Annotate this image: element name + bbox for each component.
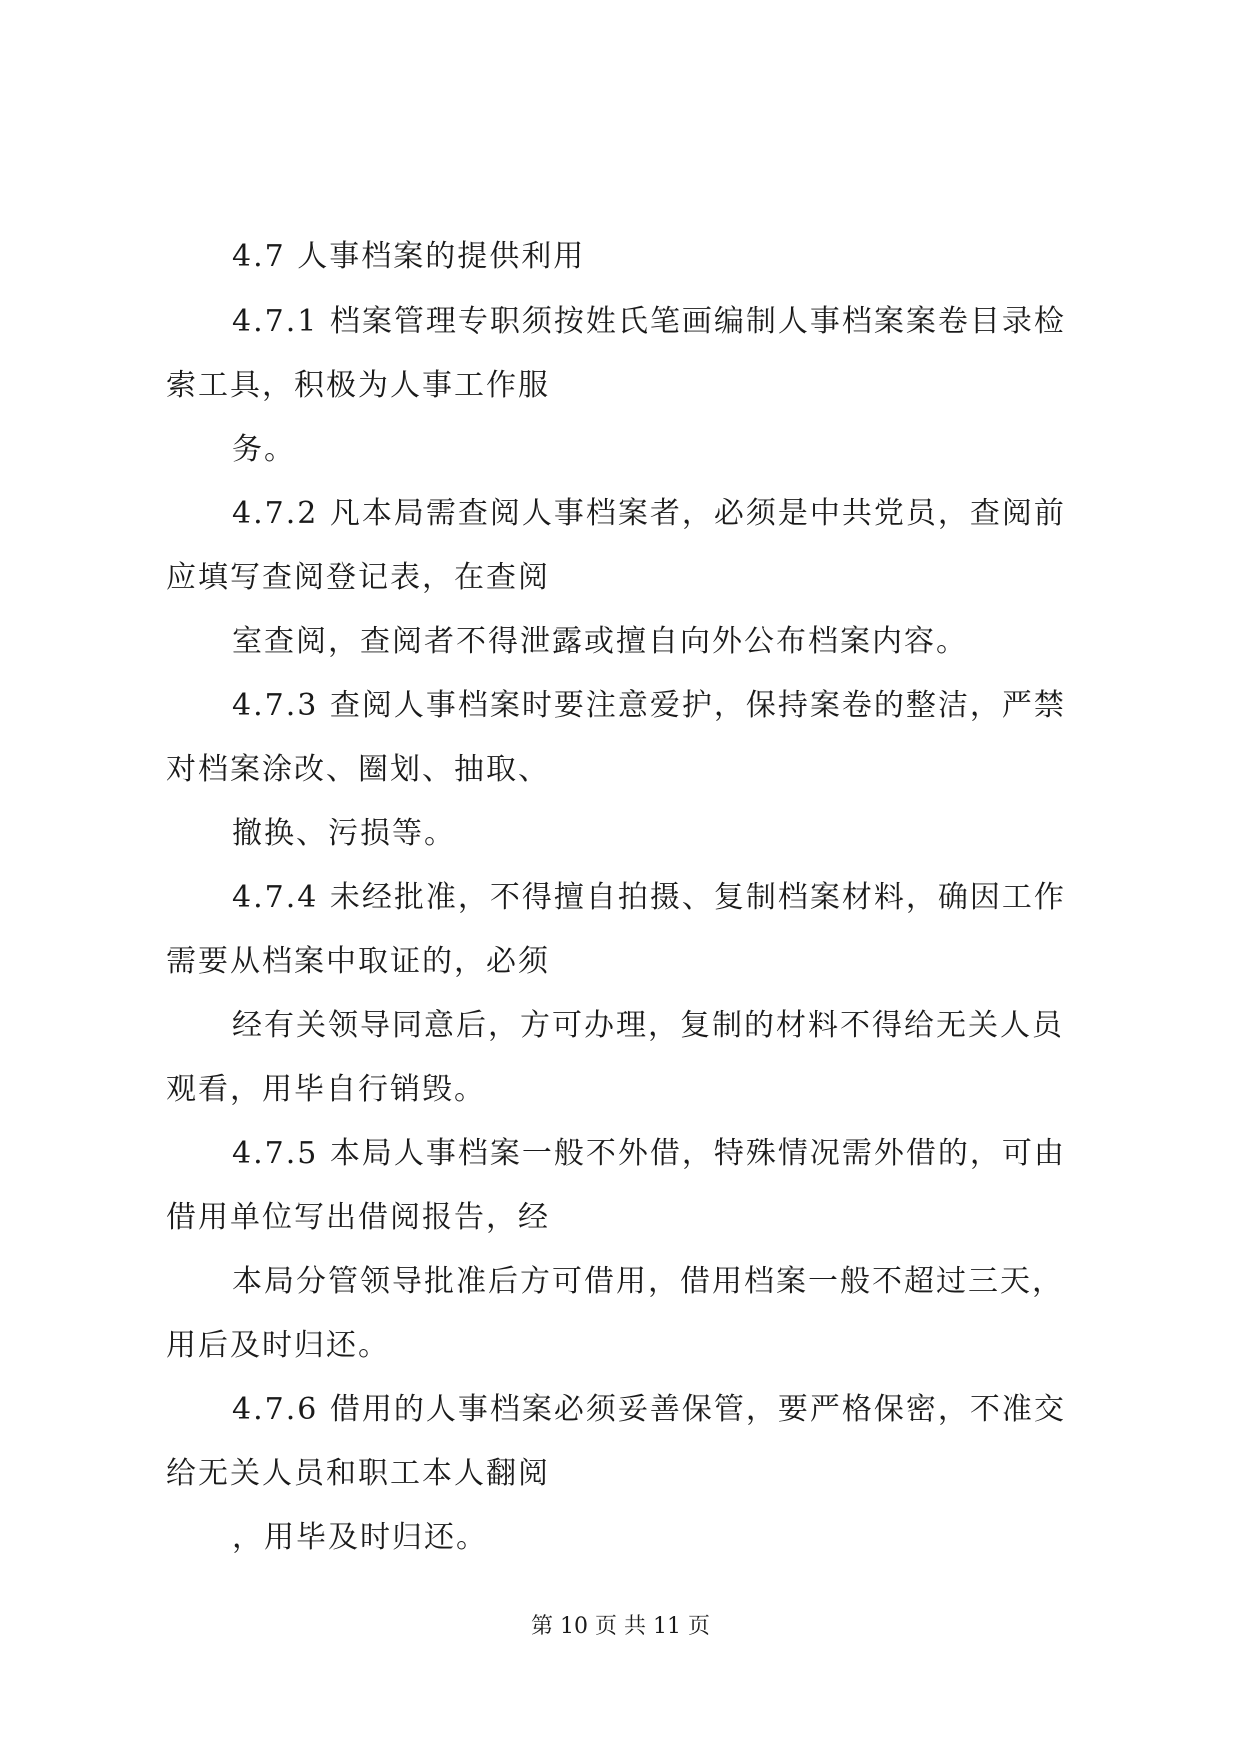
paragraph-4-7-1-line-3: 务。 (232, 432, 296, 467)
paragraph-4-7-5-line-2: 借用单位写出借阅报告，经 (166, 1200, 550, 1235)
page-number-footer: 第 10 页 共 11 页 (531, 1614, 710, 1639)
paragraph-4-7-2-line-2: 应填写查阅登记表，在查阅 (166, 560, 550, 595)
paragraph-4-7-1-line-2: 索工具，积极为人事工作服 (166, 368, 550, 403)
paragraph-4-7-3-line-2: 对档案涂改、圈划、抽取、 (166, 752, 550, 787)
paragraph-4-7-2-line-1: 4.7.2 凡本局需查阅人事档案者，必须是中共党员，查阅前 (232, 496, 1066, 531)
paragraph-4-7-3-line-3: 撤换、污损等。 (232, 816, 456, 851)
paragraph-4-7-5-line-3: 本局分管领导批准后方可借用，借用档案一般不超过三天， (232, 1264, 1064, 1299)
paragraph-4-7-5-line-4: 用后及时归还。 (166, 1328, 390, 1363)
paragraph-4-7-5-line-1: 4.7.5 本局人事档案一般不外借，特殊情况需外借的，可由 (232, 1136, 1066, 1171)
paragraph-4-7-1-line-1: 4.7.1 档案管理专职须按姓氏笔画编制人事档案案卷目录检 (232, 304, 1066, 339)
paragraph-4-7-4-line-2: 需要从档案中取证的，必须 (166, 944, 550, 979)
paragraph-4-7-6-line-1: 4.7.6 借用的人事档案必须妥善保管，要严格保密，不准交 (232, 1392, 1066, 1427)
paragraph-4-7-6-line-2: 给无关人员和职工本人翻阅 (166, 1456, 550, 1491)
paragraph-4-7-6-line-3: ，用毕及时归还。 (232, 1520, 488, 1555)
paragraph-4-7-3-line-1: 4.7.3 查阅人事档案时要注意爱护，保持案卷的整洁，严禁 (232, 688, 1066, 723)
paragraph-4-7-4-line-1: 4.7.4 未经批准，不得擅自拍摄、复制档案材料，确因工作 (232, 880, 1066, 915)
section-heading-4-7: 4.7 人事档案的提供利用 (232, 239, 586, 274)
paragraph-4-7-4-line-4: 观看，用毕自行销毁。 (166, 1072, 486, 1107)
paragraph-4-7-4-line-3: 经有关领导同意后，方可办理，复制的材料不得给无关人员 (232, 1008, 1064, 1043)
paragraph-4-7-2-line-3: 室查阅，查阅者不得泄露或擅自向外公布档案内容。 (232, 624, 968, 659)
